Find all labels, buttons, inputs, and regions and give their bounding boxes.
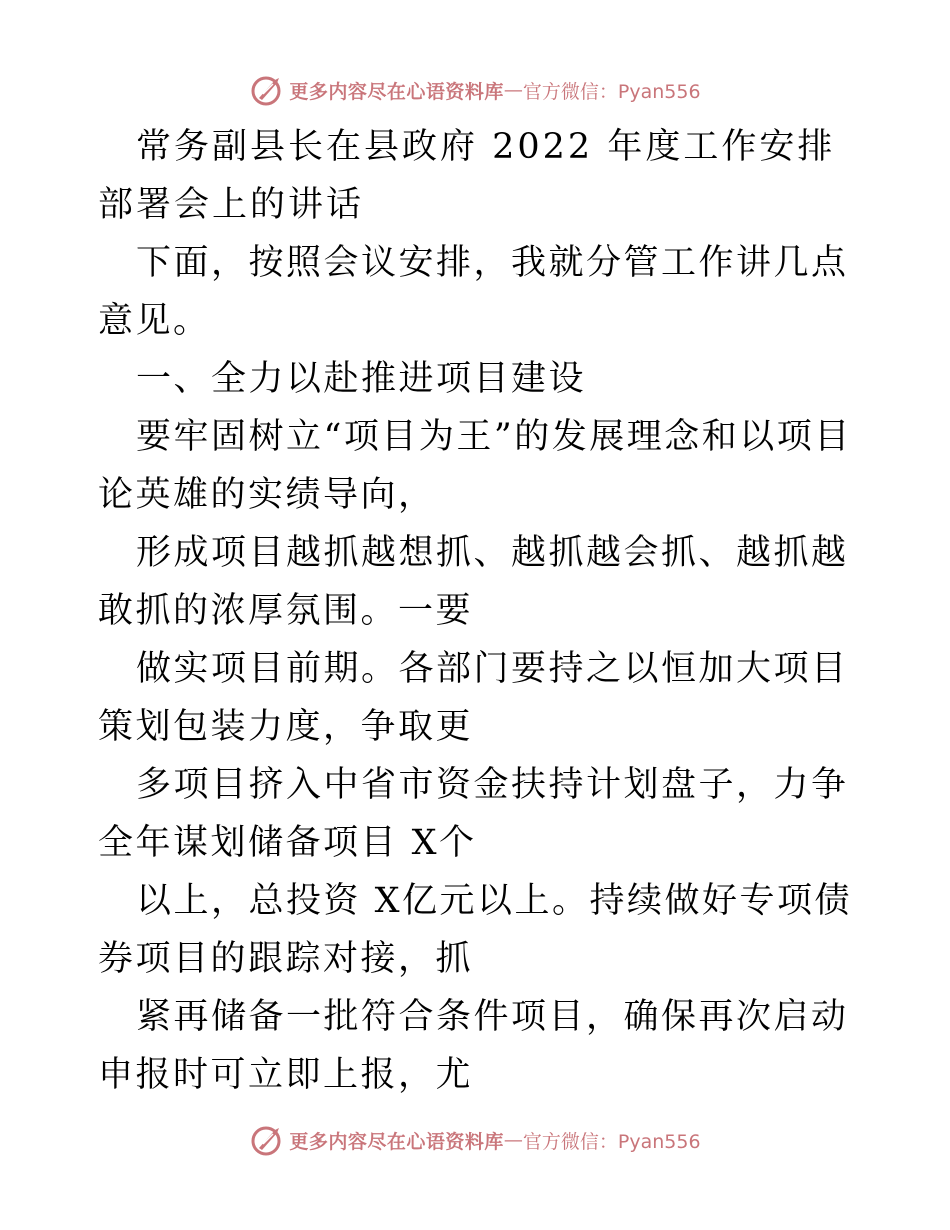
document-title: 常务副县长在县政府 2022 年度工作安排部署会上的讲话 bbox=[98, 127, 836, 225]
paragraph: 形成项目越抓越想抓、越抓越会抓、越抓越敢抓的浓厚氛围。一要 bbox=[98, 533, 849, 631]
paragraph: 要牢固树立“项目为王”的发展理念和以项目论英雄的实绩导向， bbox=[98, 417, 852, 515]
header-watermark bbox=[0, 70, 950, 110]
paragraph: 下面，按照会议安排，我就分管工作讲几点意见。 bbox=[98, 243, 849, 341]
paragraph: 以上，总投资 X亿元以上。持续做好专项债券项目的跟踪对接，抓 bbox=[98, 881, 853, 979]
watermark-dash: — bbox=[503, 1129, 523, 1151]
paragraph: 做实项目前期。各部门要持之以恒加大项目策划包装力度，争取更 bbox=[98, 649, 849, 747]
document-body bbox=[98, 118, 858, 1104]
watermark-dash: — bbox=[503, 79, 523, 101]
watermark-main-text: 更多内容尽在心语资料库 bbox=[289, 1130, 504, 1153]
footer-watermark bbox=[0, 1120, 950, 1160]
paragraph: 多项目挤入中省市资金扶持计划盘子，力争全年谋划储备项目 X个 bbox=[98, 765, 849, 863]
paragraph: 紧再储备一批符合条件项目，确保再次启动申报时可立即上报，尤 bbox=[98, 997, 849, 1095]
section-heading: 一、全力以赴推进项目建设 bbox=[136, 359, 587, 399]
feather-pen-circle-icon bbox=[249, 72, 285, 108]
watermark-sub-text: 官方微信：Pyan556 bbox=[522, 80, 701, 103]
watermark-main-text: 更多内容尽在心语资料库 bbox=[289, 80, 504, 103]
watermark-sub-text: 官方微信：Pyan556 bbox=[522, 1130, 701, 1153]
feather-pen-circle-icon bbox=[249, 1122, 285, 1158]
